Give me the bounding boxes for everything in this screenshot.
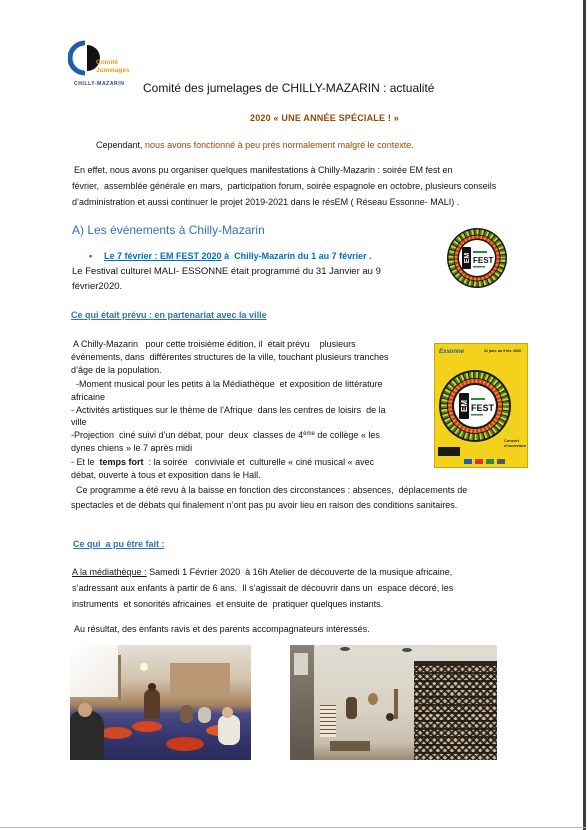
logo-name-mid: Jumelages — [96, 67, 130, 74]
page-title: Comité des jumelages de CHILLY-MAZARIN : actualité — [143, 81, 435, 95]
planned-item-line — [71, 457, 374, 468]
planned-item-line: - Activités artistiques sur le thème de l’Afrique dans les centres de loisirs de la — [71, 405, 386, 415]
planned-item-line: -Moment musical pour les petits à la Médiathèque et exposition de littérature — [76, 379, 383, 389]
events-heading: A) Les événements à Chilly-Mazarin — [72, 223, 265, 237]
page-subtitle: 2020 « UNE ANNÉE SPÉCIALE ! » — [250, 113, 400, 123]
festival-line: Le Festival culturel MALI- ESSONNE était programmé du 31 Janvier au 9 — [72, 266, 381, 277]
highlight-intro: - Et le — [71, 457, 100, 467]
planned-intro-line: évènements, dans différentes structures de la ville, touchant plusieurs tranches — [71, 352, 389, 362]
event-date: Le 7 février : — [104, 251, 158, 261]
page-edge-bottom — [0, 827, 586, 828]
intro-lead: Cependant, — [96, 140, 143, 150]
done-venue: A la médiathèque : — [72, 567, 147, 577]
poster-caption-line: Concert — [504, 438, 520, 443]
overview-line: d’administration et aussi continuer le projet 2019-2021 dans le résEM ( Réseau Essonne- MALI) . — [72, 197, 460, 207]
planned-intro-line: d’âge de la population. — [71, 365, 162, 375]
page-edge-right — [583, 0, 586, 830]
overview-line: En effet, nous avons pu organiser quelques manifestations à Chilly-Mazarin : soirée EM fest en — [74, 165, 453, 175]
projection-text-end: de collège « les — [314, 430, 380, 440]
planned-item-line: africaine — [71, 392, 106, 402]
photo-workshop-children — [70, 645, 251, 760]
intro-highlight: nous avons fonctionné à peu près normalement malgré le contexte. — [142, 140, 414, 150]
highlight-text: : la soirée conviviale et culturelle « ciné musical « avec — [143, 457, 375, 467]
event-name: EM FEST 2020 — [157, 251, 222, 261]
planned-item-line: débat, ouverte à tous et exposition dans le Hall. — [71, 470, 261, 480]
poster-brand: Essonne — [439, 349, 465, 355]
bullet-icon: • — [89, 251, 93, 261]
photo-exhibition-wall — [290, 645, 497, 760]
poster-dates: 31 janv. au 9 fév. 2020 — [484, 349, 522, 353]
poster-caption-line: d’ouverture — [504, 443, 527, 448]
event-bullet-line — [104, 251, 372, 262]
done-line-rest: Samedi 1 Février 2020 à 16h Atelier de découverte de la musique africaine, — [146, 567, 453, 577]
emfest-logo — [446, 227, 508, 289]
planned-item-line: dynes chiens » le 7 après midi — [71, 443, 193, 453]
logo-name-top: Comité — [96, 59, 119, 66]
overview-line: février, assemblée générale en mars, participation forum, soirée espagnole en octobre, plusieurs conseils — [72, 181, 497, 191]
planned-conclusion-line: spectacles et de débats qui finalement n’ont pas pu avoir lieu en raison des conditions sanitaires. — [71, 500, 458, 510]
intro-line — [96, 140, 414, 151]
jumelages-logo — [66, 38, 132, 96]
done-heading: Ce qui a pu être fait : — [73, 539, 165, 549]
planned-conclusion-line: Ce programme a été revu à la baisse en fonction des circonstances : absences, déplacements de — [76, 485, 468, 495]
ordinal-suffix: ème — [303, 431, 315, 437]
done-result: Au résultat, des enfants ravis et des parents accompagnateurs intéressés. — [74, 624, 370, 634]
emfest-logo-mark: EM — [464, 252, 471, 264]
poster-word: FEST — [471, 403, 495, 413]
planned-heading: Ce qui était prévu : en partenariat avec la ville — [71, 310, 267, 320]
event-details: à Chilly-Mazarin du 1 au 7 février . — [221, 251, 372, 261]
highlight-bold: temps fort — [99, 457, 144, 467]
planned-intro-line: A Chilly-Mazarin pour cette troisième édition, il était prévu plusieurs — [73, 339, 356, 349]
planned-item-line — [71, 430, 380, 441]
festival-line: février2020. — [72, 281, 123, 292]
poster-mark: EM — [460, 400, 469, 412]
done-line: s’adressant aux enfants à partir de 6 ans. Il s’agissait de découvrir dans un espace décoré, les — [72, 583, 454, 593]
projection-text: -Projection ciné suivi d’un débat, pour deux classes de 4 — [71, 430, 304, 440]
logo-name-bottom: CHILLY-MAZARIN — [74, 81, 125, 87]
planned-item-line: ville — [71, 417, 87, 427]
done-line: instruments et sonorités africaines et ensuite de pratiquer quelques instants. — [72, 599, 384, 609]
done-line — [72, 567, 452, 578]
emfest-poster — [434, 343, 528, 468]
emfest-logo-word: FEST — [473, 256, 494, 265]
